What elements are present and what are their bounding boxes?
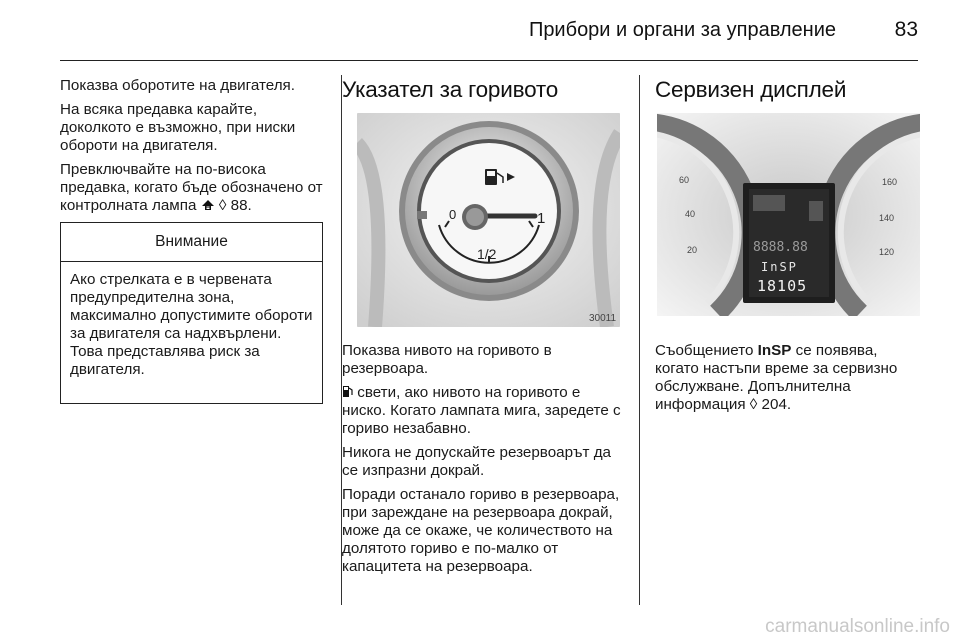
gauge-label-zero: 0 [449, 207, 457, 222]
watermark: carmanualsonline.info [765, 616, 950, 637]
svg-text:20: 20 [687, 245, 698, 255]
service-display-illustration [657, 113, 920, 316]
paragraph: Поради останало гориво в резервоара, при зареждане на резервоара докрай, може да се окаже, че количеството на долятото гориво е по-малко от капацитета на резервоара. [342, 486, 620, 575]
warning-box [60, 222, 323, 404]
column-service-display [655, 77, 920, 113]
svg-text:40: 40 [685, 209, 696, 219]
warning-title: Внимание [61, 223, 322, 262]
column-fuel-gauge [342, 77, 626, 113]
insp-code: InSP [757, 342, 792, 359]
figure-code: 30011 [589, 313, 617, 324]
gauge-label-full: 1 [537, 210, 546, 227]
page-ref[interactable]: 88. [230, 197, 252, 214]
chapter-title: Прибори и органи за управление [528, 19, 836, 41]
paragraph: Никога не допускайте резервоарът да се изпразни докрай. [342, 444, 612, 479]
paragraph: Показва оборотите на двигателя. [60, 77, 296, 94]
svg-text:160: 160 [882, 177, 898, 187]
page-number: 83 [894, 18, 918, 41]
paragraph: Превключвайте на по-висока предавка, когато бъде обозначено от контролната лампа ◊ 88. [60, 161, 323, 214]
section-heading: Сервизен дисплей [655, 77, 847, 102]
page-header [60, 0, 918, 61]
fuel-gauge-figure [357, 113, 620, 327]
fuel-gauge-text [342, 342, 626, 582]
shift-up-lamp-icon [201, 199, 215, 211]
paragraph: На всяка предавка карайте, доколкото е възможно, при ниски обороти на двигателя. [60, 101, 296, 154]
svg-text:60: 60 [679, 175, 690, 185]
service-display-figure [657, 113, 920, 316]
svg-text:120: 120 [879, 247, 895, 257]
fuel-lamp-icon [342, 385, 353, 398]
service-display-text [655, 342, 920, 420]
paragraph: свети, ако нивото на горивото е ниско. Когато лампата мига, заредете с гориво незабавно. [342, 384, 621, 437]
section-heading: Указател за горивото [342, 77, 559, 102]
column-tachometer [60, 77, 330, 221]
svg-text:140: 140 [879, 213, 895, 223]
gauge-label-half: 1/2 [477, 246, 497, 262]
page-ref-icon: ◊ [218, 197, 227, 214]
page-ref-icon: ◊ [749, 396, 758, 413]
page-ref[interactable]: 204. [761, 396, 792, 413]
fuel-gauge-illustration [357, 113, 620, 327]
display-value: 18105 [757, 277, 808, 295]
paragraph: Показва нивото на горивото в резервоара. [342, 342, 552, 377]
warning-text: Ако стрелката е в червената предупредителна зона, максимално допустимите обороти за двигателя са надхвърлени. Това представлява риск за двигателя. [70, 271, 313, 378]
display-code: InSP [761, 260, 798, 274]
paragraph: Съобщението InSP се появява, когато настъпи време за сервизно обслужване. Допълнителна информация ◊ 204. [655, 342, 898, 413]
column-divider [639, 75, 640, 605]
display-segment-digits: 8888.88 [753, 240, 808, 255]
